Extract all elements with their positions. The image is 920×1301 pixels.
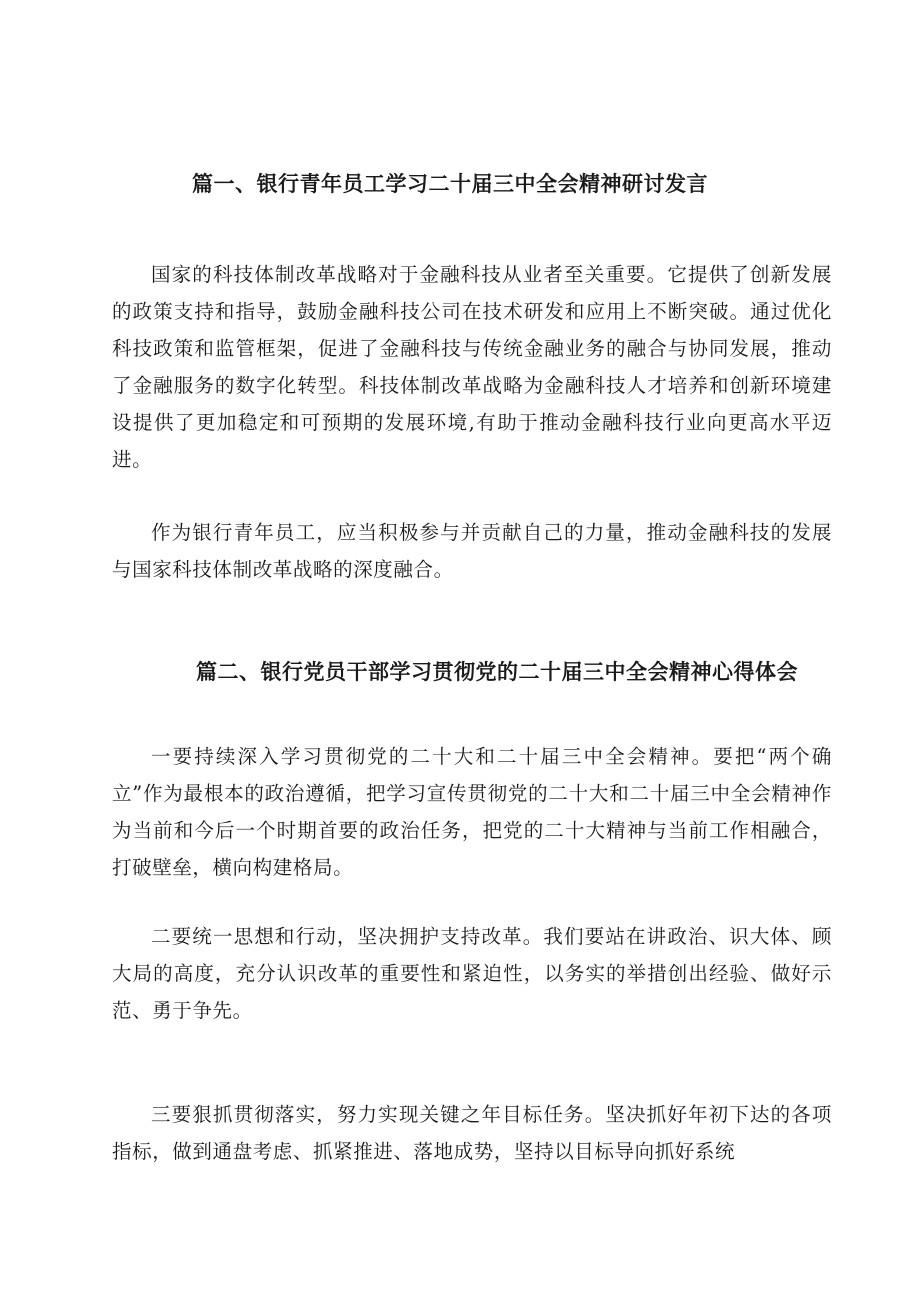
- section-1-paragraph-1: 国家的科技体制改革战略对于金融科技从业者至关重要。它提供了创新发展的政策支持和指导，鼓励金融科技公司在技术研发和应用上不断突破。通过优化科技政策和监管框架，促进了金融科技与传统金融业务的融合与协同发展，推动了金融服务的数字化转型。科技体制改革战略为金融科技人才培养和创新环境建设提供了更加稳定和可预期的发展环境,有助于推动金融科技行业向更高水平迈进。: [112, 263, 832, 471]
- section-2-paragraph-1: 一要持续深入学习贯彻党的二十大和二十届三中全会精神。要把“两个确立”作为最根本的政治遵循，把学习宣传贯彻党的二十大和二十届三中全会精神作为当前和今后一个时期首要的政治任务，把党的二十大精神与当前工作相融合，打破壁垒，横向构建格局。: [112, 745, 832, 879]
- section-2-paragraph-2: 二要统一思想和行动，坚决拥护支持改革。我们要站在讲政治、识大体、顾大局的高度，充分认识改革的重要性和紧迫性，以务实的举措创出经验、做好示范、勇于争先。: [112, 925, 832, 1022]
- section-1-heading: 篇一、银行青年员工学习二十届三中全会精神研讨发言: [192, 172, 708, 196]
- section-2-paragraph-3: 三要狠抓贯彻落实，努力实现关键之年目标任务。坚决抓好年初下达的各项指标，做到通盘考虑、抓紧推进、落地成势，坚持以目标导向抓好系统: [112, 1103, 832, 1163]
- section-2-heading: 篇二、银行党员干部学习贯彻党的二十届三中全会精神心得体会: [196, 660, 798, 684]
- section-1-paragraph-2: 作为银行青年员工，应当积极参与并贡献自己的力量，推动金融科技的发展与国家科技体制改革战略的深度融合。: [112, 521, 832, 581]
